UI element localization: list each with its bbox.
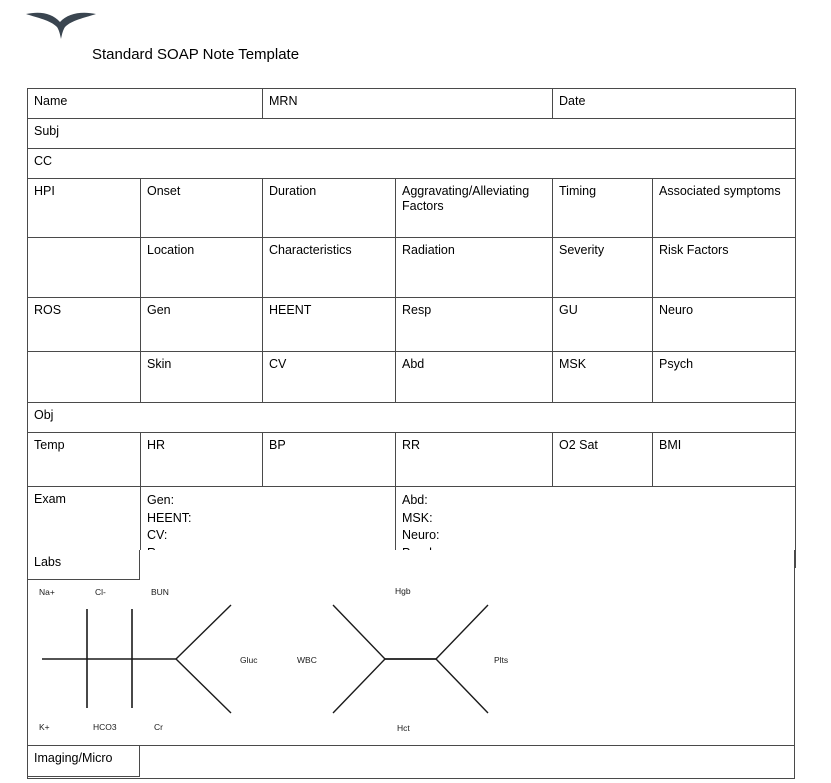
exam-line-abd: Abd: — [402, 493, 428, 507]
cbc-fishbone — [297, 586, 508, 733]
cell-cc[interactable]: CC — [28, 149, 796, 179]
cell-ros-psych[interactable]: Psych — [653, 352, 796, 403]
cell-ros-gen[interactable]: Gen — [141, 298, 263, 352]
table-row-subjective-band — [28, 119, 796, 149]
cell-hpi-label-continued — [28, 238, 141, 298]
label-bun: BUN — [151, 587, 169, 597]
cell-ros-resp[interactable]: Resp — [396, 298, 553, 352]
table-row-objective-band — [28, 403, 796, 433]
lab-fishbone-diagrams — [28, 580, 794, 745]
cell-hpi-aggravating-alleviating-factors[interactable]: Aggravating/Alleviating Factors — [396, 179, 553, 238]
exam-line-cv: CV: — [147, 528, 168, 542]
cell-vital-rr[interactable]: RR — [396, 433, 553, 487]
cell-vital-hr[interactable]: HR — [141, 433, 263, 487]
label-wbc: WBC — [297, 655, 317, 665]
cell-vital-bp[interactable]: BP — [263, 433, 396, 487]
exam-line-msk: MSK: — [402, 510, 433, 525]
label-gluc: Gluc — [240, 655, 258, 665]
exam-line-gen: Gen: — [147, 493, 175, 507]
page-header — [0, 0, 831, 88]
wings-logo-icon — [24, 8, 100, 42]
cell-hpi-location[interactable]: Location — [141, 238, 263, 298]
cell-ros-neuro[interactable]: Neuro — [653, 298, 796, 352]
cell-vital-o2-sat[interactable]: O2 Sat — [553, 433, 653, 487]
label-hgb: Hgb — [395, 586, 411, 596]
label-na: Na+ — [39, 587, 55, 597]
section-band-subjective: Subj — [28, 119, 796, 149]
cell-ros-heent[interactable]: HEENT — [263, 298, 396, 352]
label-plts: Plts — [494, 655, 509, 665]
cell-ros-label-continued — [28, 352, 141, 403]
cell-vital-temp[interactable]: Temp — [28, 433, 141, 487]
section-band-objective: Obj — [28, 403, 796, 433]
cell-ros-msk[interactable]: MSK — [553, 352, 653, 403]
cell-hpi-duration[interactable]: Duration — [263, 179, 396, 238]
cell-date[interactable]: Date — [553, 89, 796, 119]
soap-note-table — [27, 88, 796, 568]
table-row-identification — [28, 89, 796, 119]
cell-hpi-onset[interactable]: Onset — [141, 179, 263, 238]
label-hco3: HCO3 — [93, 722, 117, 732]
cell-hpi-characteristics[interactable]: Characteristics — [263, 238, 396, 298]
cell-exam-label: Exam — [28, 487, 141, 568]
imaging-section — [27, 746, 795, 779]
cell-hpi-timing[interactable]: Timing — [553, 179, 653, 238]
label-hct: Hct — [397, 723, 410, 733]
table-row-ros-2 — [28, 352, 796, 403]
cell-vital-bmi[interactable]: BMI — [653, 433, 796, 487]
cell-mrn[interactable]: MRN — [263, 89, 553, 119]
cell-ros-skin[interactable]: Skin — [141, 352, 263, 403]
page-title: Standard SOAP Note Template — [92, 46, 300, 63]
cell-ros-label: ROS — [28, 298, 141, 352]
table-row-ros-1 — [28, 298, 796, 352]
cell-ros-cv[interactable]: CV — [263, 352, 396, 403]
cell-imaging-label: Imaging/Micro — [28, 746, 140, 777]
cell-hpi-associated-symptoms[interactable]: Associated symptoms — [653, 179, 796, 238]
chemistry-fishbone — [39, 587, 258, 732]
label-k: K+ — [39, 722, 50, 732]
labs-section — [27, 550, 795, 746]
cell-name[interactable]: Name — [28, 89, 263, 119]
table-row-cc — [28, 149, 796, 179]
cell-hpi-radiation[interactable]: Radiation — [396, 238, 553, 298]
cell-hpi-risk-factors[interactable]: Risk Factors — [653, 238, 796, 298]
cell-labs-label: Labs — [28, 550, 140, 580]
exam-line-neuro: Neuro: — [402, 528, 440, 542]
cell-ros-gu[interactable]: GU — [553, 298, 653, 352]
cell-hpi-label: HPI — [28, 179, 141, 238]
cell-ros-abd[interactable]: Abd — [396, 352, 553, 403]
table-row-hpi-2 — [28, 238, 796, 298]
table-row-hpi-1 — [28, 179, 796, 238]
label-cl: Cl- — [95, 587, 106, 597]
label-cr: Cr — [154, 722, 163, 732]
table-row-vitals — [28, 433, 796, 487]
cell-hpi-severity[interactable]: Severity — [553, 238, 653, 298]
exam-line-heent: HEENT: — [147, 510, 192, 525]
